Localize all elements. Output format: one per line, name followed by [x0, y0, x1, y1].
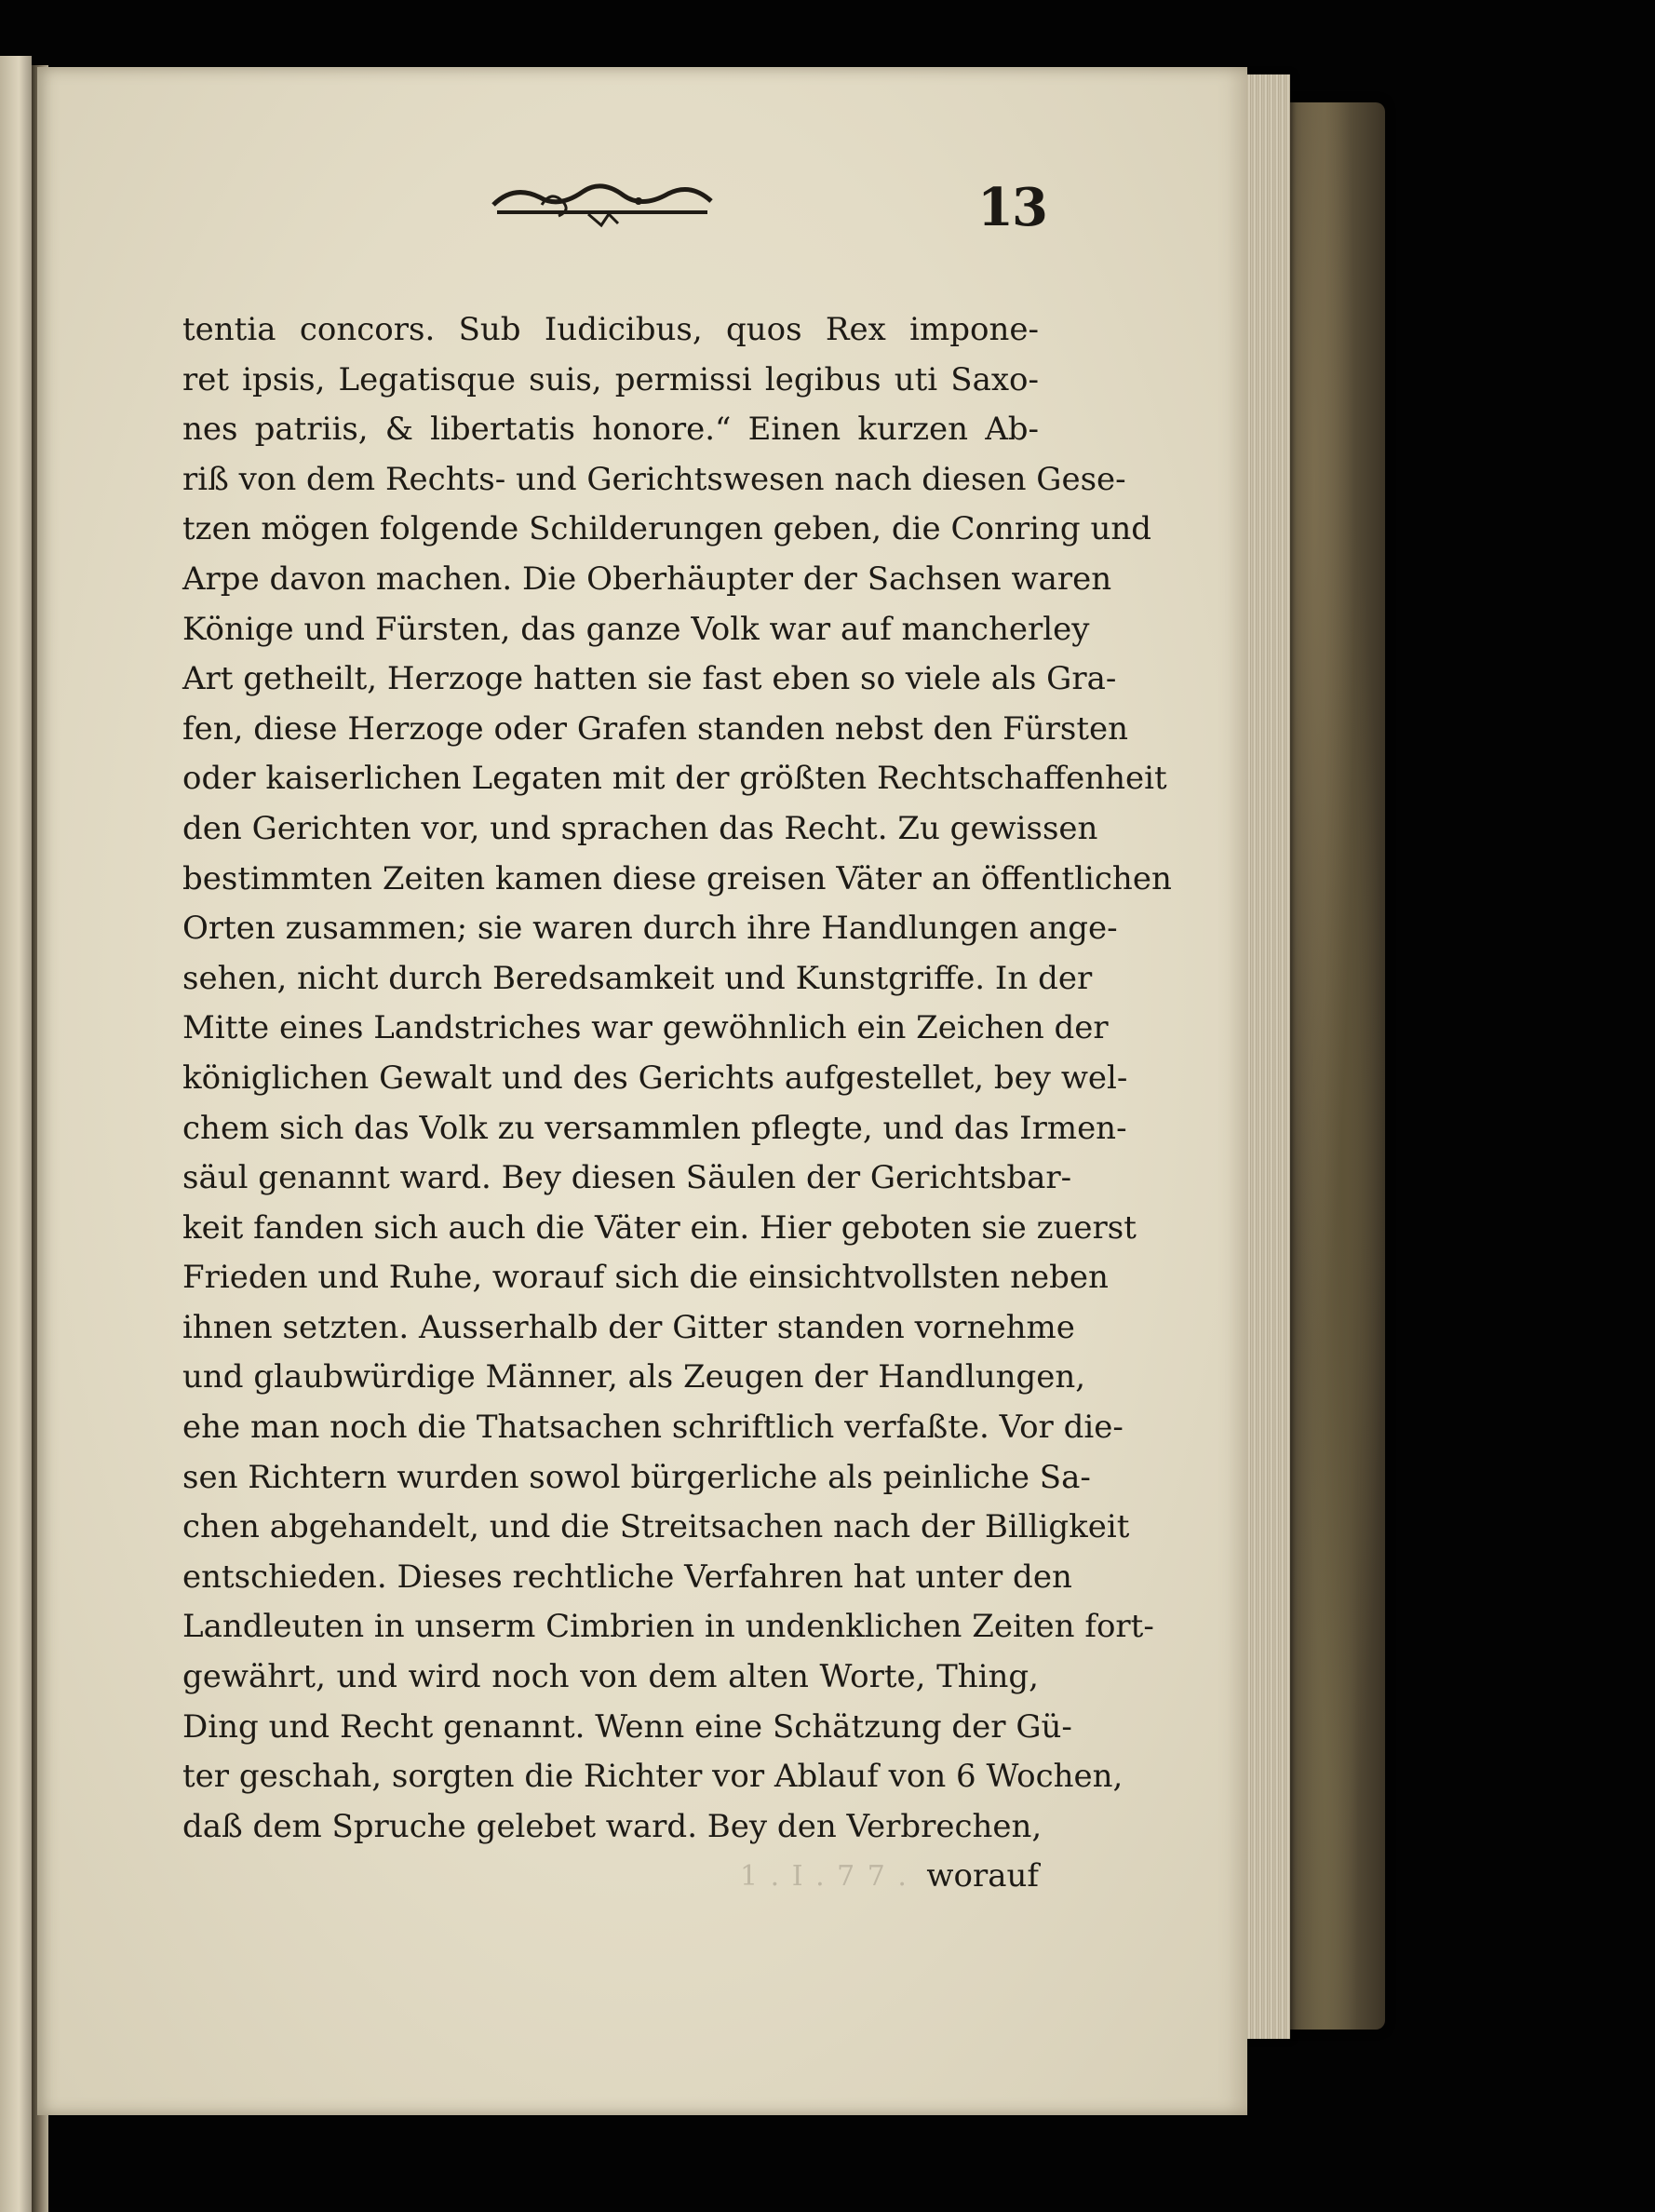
ornament-flourish: [493, 186, 711, 205]
text-line: Arpe davon machen. Die Oberhäupter der Sachsen waren: [182, 560, 1112, 598]
text-line: und glaubwürdige Männer, als Zeugen der Handlungen,: [182, 1358, 1086, 1396]
text-line: ter geschah, sorgten die Richter vor Ablauf von 6 Wochen,: [182, 1758, 1124, 1796]
text-line: riß von dem Rechts- und Gerichtswesen nach diesen Gese-: [182, 460, 1126, 498]
ornament-headpiece: [486, 168, 719, 233]
ornament-dot: [635, 197, 642, 205]
text-line: Frieden und Ruhe, worauf sich die einsichtvollsten neben: [182, 1259, 1109, 1297]
text-line: Könige und Fürsten, das ganze Volk war auf mancherley: [182, 610, 1090, 648]
text-line: keit fanden sich auch die Väter ein. Hier geboten sie zuerst: [182, 1208, 1137, 1247]
text-line: sehen, nicht durch Beredsamkeit und Kunstgriffe. In der: [182, 959, 1093, 997]
text-line: daß dem Spruche gelebet ward. Bey den Verbrechen,: [182, 1807, 1043, 1845]
text-line: den Gerichten vor, und sprachen das Recht. Zu gewissen: [182, 809, 1098, 847]
text-line: tentia concors. Sub Iudicibus, quos Rex impone-: [182, 311, 1039, 348]
text-line: säul genannt ward. Bey diesen Säulen der Gerichtsbar-: [182, 1159, 1072, 1197]
text-line: bestimmten Zeiten kamen diese greisen Väter an öffentlichen: [182, 859, 1172, 897]
text-line: chem sich das Volk zu versammlen pflegte, und das Irmen-: [182, 1109, 1127, 1147]
text-line: Landleuten in unserm Cimbrien in undenklichen Zeiten fort-: [182, 1608, 1154, 1646]
text-line: ehe man noch die Thatsachen schriftlich verfaßte. Vor die-: [182, 1409, 1124, 1447]
text-line: ret ipsis, Legatisque suis, permissi legibus uti Saxo-: [182, 360, 1039, 398]
text-line: Orten zusammen; sie waren durch ihre Handlungen ange-: [182, 910, 1118, 948]
text-line: königlichen Gewalt und des Gerichts aufgestellet, bey wel-: [182, 1059, 1128, 1097]
show-through-signature-mark: 1 . I . 7 7 .: [740, 1860, 908, 1893]
text-line: gewährt, und wird noch von dem alten Worte, Thing,: [182, 1658, 1039, 1696]
text-line: chen abgehandelt, und die Streitsachen nach der Billigkeit: [182, 1508, 1130, 1546]
text-line: sen Richtern wurden sowol bürgerliche als peinliche Sa-: [182, 1458, 1091, 1496]
text-line: Ding und Recht genannt. Wenn eine Schätzung der Gü-: [182, 1707, 1072, 1746]
text-line: entschieden. Dieses rechtliche Verfahren hat unter den: [182, 1558, 1072, 1596]
left-page-edge: [0, 56, 32, 2212]
leather-cover-edge: [1285, 102, 1385, 2030]
text-line: Art getheilt, Herzoge hatten sie fast eben so viele als Gra-: [182, 660, 1117, 698]
text-line: oder kaiserlichen Legaten mit der größten Rechtschaffenheit: [182, 760, 1167, 798]
text-line: ihnen setzten. Ausserhalb der Gitter standen vornehme: [182, 1308, 1075, 1346]
ornament-leaf: [588, 214, 618, 225]
text-line: Mitte eines Landstriches war gewöhnlich ein Zeichen der: [182, 1009, 1109, 1047]
page-number: 13: [977, 177, 1046, 238]
text-line: tzen mögen folgende Schilderungen geben, die Conring und: [182, 510, 1152, 548]
catchword: worauf: [926, 1857, 1039, 1895]
text-line: fen, diese Herzoge oder Grafen standen nebst den Fürsten: [182, 709, 1128, 748]
body-text: [182, 305, 1172, 1902]
text-line: nes patriis, & libertatis honore.“ Einen kurzen Ab-: [182, 411, 1039, 449]
